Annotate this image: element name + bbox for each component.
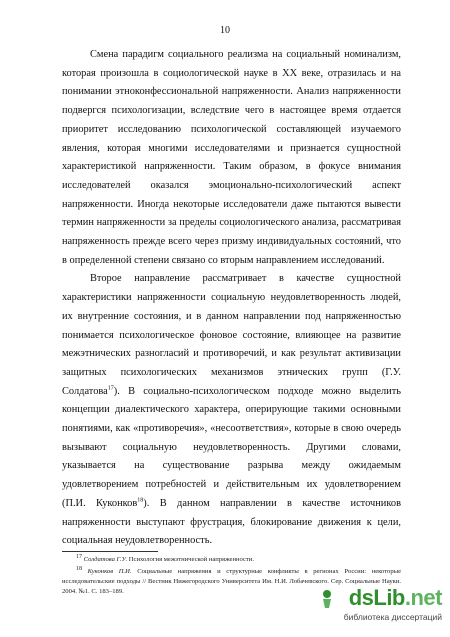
paragraph-2-text-a: Второе направление рассматривает в качестве сущностной характеристики напряженности социальную неудовлетворенность людей, их внутренние состояния, и в данном направлении под напряженностью понимается психологическое фоновое состояние, влияющее на развитие межэтнических разногласий и противоречий, и как результат активизации защитных психологических механизмов этнических групп (Г.У. Солдатова [62,273,401,397]
watermark [322,585,442,629]
body-text [62,46,401,551]
paragraph-1: Смена парадигм социального реализма на социальный номинализм, которая произошла в социологической науке в XX веке, отразилась и на понимании этноконфессиональной напряженности. Анализ напряженности подвергся психологизации, вследствие чего в настоящее время отдается приоритет исследованию психологической составляющей изучаемого явления, которая многими исследователями и признается сущностной характеристикой напряженности. Таким образом, в фокусе внимания исследователей оказался эмоционально-психологический аспект напряженности. Иногда некоторые исследователи даже пытаются вывести термин напряженности за пределы социологического анализа, рассматривая напряженность прежде всего через призму индивидуальных состояний, что в определенной степени связано со вторым направлением исследований. [62,49,401,266]
watermark-name [349,585,442,611]
paragraph-2-text-c: ). В данном направлении в качестве источников напряженности выступают фрустрация, блокирование движения к цели, социальная неудовлетворенность. [62,497,401,547]
footnote-ref-18[interactable]: 18 [137,497,144,504]
watermark-subtitle: библиотека диссертаций [343,612,442,622]
footnote-17-author: Солдатова Г.У. [83,556,128,563]
footnote-ref-17[interactable]: 17 [107,385,114,392]
page-number: 10 [220,25,230,36]
footnote-17 [62,555,401,565]
paragraph-2-text-b: ). В социально-психологическом подходе можно выделить концепции диалектического характера, оперирующие такими основными понятиями, как «противоречия», «несоответствия», которые в свою очередь вызывают социальную неудовлетворенность. Другими словами, указывается на существование разрыва между ожидаемым удовлетворением потребностей и действительным их удовлетворением (П.И. Куконков [62,385,401,509]
paragraph-2 [62,270,401,551]
footnote-18-author: Куконков П.И. [87,568,132,575]
watermark-name-tld: .net [404,585,442,610]
footnote-17-mark: 17 [76,553,82,560]
footnote-17-text: Психология межэтнической напряженности. [127,556,254,563]
footnote-18-text: Социальные напряжения и структурные конфликты в регионах России: некоторые исследовательские подходы // Вестник Нижегородского Университета Им. Н.И. Лобачевского. Сер. Социальные Науки. 2004. №1. С. 183–189. [62,568,401,595]
footnote-18-mark: 18 [76,565,82,572]
watermark-name-main: dsLib [348,585,405,610]
footnote-divider [62,551,158,552]
dslib-logo-icon [320,589,334,609]
